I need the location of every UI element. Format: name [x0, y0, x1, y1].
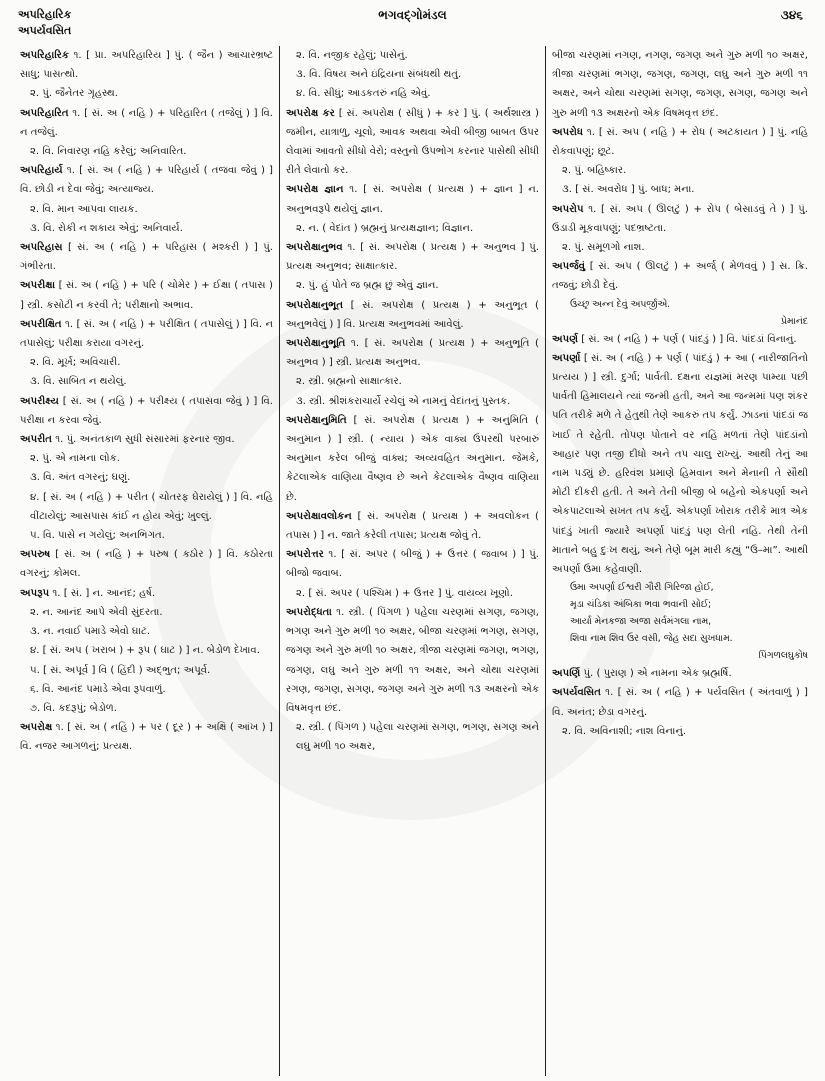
- headword: અપરોક્ષાનુભવ: [286, 242, 343, 254]
- headword: અપરુષ: [20, 549, 51, 561]
- column-3: [546, 46, 814, 1076]
- dictionary-entry: [20, 276, 273, 314]
- definition: [ સં. અ ( નહિ ) + પર્ણ ( પાંદડું ) ] વિ. પાંદડાં વિનાનું.: [578, 333, 797, 345]
- headword: અપરોદ્ધતા: [286, 606, 332, 618]
- dictionary-entry: [20, 718, 273, 756]
- headword: અપરિહાર્ય: [20, 165, 63, 177]
- definition: [ સં. અ ( નહિ ) + પર્ણ ( પાંદડું ) + આ ( નારીજાતિનો પ્રત્યય ) ] સ્ત્રી. દુર્ગા; પાર્વતી. દક્ષના યજ્ઞમાં મરણ પામ્યા પછી પાર્વતી હિમાલયને ત્યાં જન્મી હતી, અને આ જન્મમાં પણ શંકર પતિ તરીકે મળે તે હેતુથી તેણે આકરું તપ કર્યું. ઝાડનાં પાંદડાં જ ખાઈ તે રહેતી. તોપણ પોતાને વર નહિ મળતાં તેણે પાંદડાંનો આહાર પણ તજી દીધો અને તપ ચાલુ રાખ્યું. આથી તેનું આ નામ પડ્યું છે. હરિવંશ પ્રમાણે હિમવાન અને મેનાની તે સૌથી મોટી દીકરી હતી. તે અને તેની બીજી બે બહેનો એકપર્ણા અને એકપાટલાએ સખત તપ કર્યું. એકપર્ણા ખોરાક તરીકે માત્ર એક પાંદડું ખાતી જ્યારે અપર્ણા પાંદડું પણ લેતી નહિ. તેથી તેની માતાને બહુ દુઃખ થયું, અને તેણે બૂમ મારી કહ્યું “ઉ–મા”. આથી અપર્ણા ઉમા કહેવાણી.: [552, 352, 808, 576]
- headword: અપરોત્તર: [286, 549, 324, 561]
- dictionary-entry: [286, 507, 539, 545]
- dictionary-entry: [20, 161, 273, 199]
- headword: અપરૂપ: [20, 587, 50, 599]
- sense-definition: ૨. સ્ત્રી. બ્રહ્મનો સાક્ષાત્કાર.: [296, 376, 402, 388]
- sense-definition: ૨. વિ. મૂર્ખ; અવિચારી.: [30, 357, 121, 369]
- dictionary-entry: [286, 238, 539, 276]
- definition: [ સં. અપરોક્ષ ( પ્રત્યક્ષ ) + અવલોકન ( તપાસ ) ] ન. જાતે કરેલી તપાસ; પ્રત્યક્ષ જોવું તે.: [286, 510, 539, 542]
- definition: પું. ( પુરાણ ) એ નામના એક બ્રહ્મર્ષિ.: [580, 668, 732, 680]
- dictionary-entry: [552, 683, 808, 721]
- dictionary-entry: [20, 430, 273, 449]
- sense-definition: ૩. વિ. વિષય અને ઇંદ્રિયના સંબંધથી થતું.: [296, 69, 462, 81]
- sense-definition: ૨. સ્ત્રી. ( પિંગળ ) પહેલા ચરણમાં સગણ, ભગણ, સગણ અને લઘુ મળી ૧૦ અક્ષર,: [296, 722, 539, 753]
- headword: અપર્જવું: [552, 261, 586, 273]
- sense-definition: ૨. પું. બહિષ્કાર.: [562, 165, 627, 177]
- dictionary-entry: [20, 104, 273, 142]
- running-title: ભગવદ્ગોમંડલ: [378, 8, 447, 22]
- headword: અપરોક્ષ કર: [286, 107, 335, 119]
- headword: અપરિહારિક: [20, 50, 69, 61]
- sense-definition: ૨. પું. હું પોતે જ બ્રહ્મ છું એવું જ્ઞાન.: [296, 280, 439, 292]
- headword: અપરીત: [20, 434, 52, 446]
- headword: અપરીક્ષ્ય: [20, 395, 59, 407]
- headword: અપરોક્ષાનુભૂત: [286, 299, 344, 311]
- quotation-line: ઉમા અપર્ણા ઈશ્વરી ગૌરી ગિરિજા હોઈ,: [570, 582, 714, 594]
- dictionary-entry: [552, 664, 808, 683]
- dictionary-entry: [286, 334, 539, 372]
- page-header: [0, 0, 825, 48]
- headword: અપરીક્ષિત: [20, 318, 62, 330]
- quotation-source: પિંગળલઘુકોષ: [758, 650, 808, 662]
- definition: [ સં. અ ( નહિ ) + પરુષ ( કઠોર ) ] વિ. કઠોરતા વગરનું; કોમલ.: [20, 549, 273, 580]
- definition: ૧. [ સં. અ ( નહિ ) + પર્યવસિત ( અંતવાળું ) ] વિ. અનંત; છેડા વગરનું.: [552, 687, 808, 718]
- sense-definition: ૪. [ સં. અપ ( ખરાબ ) + રૂપ ( ઘાટ ) ] ન. બેડોળ દેખાવ.: [30, 645, 260, 657]
- sense-definition: ૫. વિ. પાસે ન ગયેલું; અનભિગત.: [30, 530, 165, 542]
- definition: [ સં. અ ( નહિ ) + પરિ ( ચોમેર ) + ઈક્ષા ( તપાસ ) ] સ્ત્રી. કસોટી ન કરવી તે; પરીક્ષાનો અભાવ.: [20, 280, 273, 311]
- sense-definition: ૩. [ સં. અવરોધ ] પું. બાધ; મના.: [562, 184, 695, 196]
- headword: અપરોક્ષાનુમિતિ: [286, 414, 347, 426]
- quotation-line: મૃડા ચંડિકા અંબિકા ભવા ભવાની સોઈ;: [570, 599, 712, 611]
- sense-definition: ૨. પું. એ નામના લોક.: [30, 453, 120, 465]
- sense-definition: ૨. ન. આનંદ આપે એવી સુંદરતા.: [30, 606, 163, 618]
- sense-definition: ૨. વિ. નિવારણ નહિ કરેલું; અનિવારિત.: [30, 146, 187, 158]
- quotation-source: પ્રેમાનંદ: [781, 315, 808, 327]
- headword: અપરીક્ષા: [20, 280, 56, 292]
- sense-definition: ૪. [ સં. અ ( નહિ ) + પરીત ( ચોતરફ ઘેરાયેલું ) ] વિ. નહિ વીંટાયેલું; આસપાસ કાંઈ ન હોય એવું; ખુલ્લું.: [30, 491, 273, 522]
- definition: ૧. [ સં. અપ ( ઊલટું ) + રોપ ( બેસાડવું તે ) ] પું. ઉડાડી મૂકવાપણું; પદભ્રષ્ટતા.: [552, 203, 808, 234]
- headword: અપર્યવસિત: [552, 687, 601, 699]
- dictionary-entry: [286, 411, 539, 507]
- definition: ૧. [ પ્રા. અપરિહારિય ] પું. ( જૈન ) આચારભ્રષ્ટ સાધુ; પાસત્થો.: [20, 50, 273, 81]
- definition: [ સં. અ ( નહિ ) + પરીક્ષ્ય ( તપાસવા જેવું ) ] વિ. પરીક્ષા ન કરવા જેવું.: [20, 395, 273, 426]
- guide-word-first: અપરિહારિક: [18, 8, 72, 21]
- sense-definition: ૨. વિ. માન આપવા લાયક.: [30, 203, 138, 215]
- headword: અપર્ણિ: [552, 668, 581, 680]
- dictionary-entry: [286, 603, 539, 718]
- dictionary-entry: [20, 46, 273, 84]
- dictionary-entry: [286, 180, 539, 218]
- definition: ૧. [ સં. અપરોક્ષ ( પ્રત્યક્ષ ) + અનુભવ ] પું. પ્રત્યક્ષ અનુભવ; સાક્ષાત્કાર.: [286, 242, 539, 273]
- dictionary-entry: [20, 545, 273, 583]
- continued-text: બીજા ચરણમાં નગણ, નગણ, જગણ અને ગુરુ મળી ૧૦ અક્ષર, ત્રીજા ચરણમાં ભગણ, જગણ, જગણ, લઘુ અને ગુરુ મળી ૧૧ અક્ષર, અને ચોથા ચરણમાં સગણ, જગણ, સગણ, જગણ અને ગુરુ મળી ૧૩ અક્ષરનો એક વિષમવૃત્ત છંદ.: [552, 50, 808, 119]
- definition: ૧. [ સં. અ ( નહિ ) + પરિહાર્ય ( તજવા જેવું ) ] વિ. છોડી ન દેવા જેવું; અત્યાજ્ય.: [20, 165, 273, 196]
- dictionary-entry: [286, 104, 539, 181]
- sense-definition: ૩. ન. નવાઈ પમાડે એવો ઘાટ.: [30, 626, 151, 638]
- definition: ૧. સ્ત્રી. ( પિંગળ ) પહેલા ચરણમાં સગણ, જગણ, ભગણ અને ગુરુ મળી ૧૦ અક્ષર, બીજા ચરણમાં ભગણ, સગણ, જગણ અને ગુરુ મળી ૧૦ અક્ષર, ત્રીજા ચરણમાં જગણ, ભગણ, જગણ, લઘુ અને ગુરુ મળી ૧૧ અક્ષર, અને ચોથા ચરણમાં રગણ, જગણ, સગણ, જગણ અને ગુરુ મળી ૧૩ અક્ષરનો એક વિષમવૃત્ત છંદ.: [286, 606, 539, 714]
- sense-definition: ૪. વિ. સીધું; આડકતરું નહિ એવું.: [296, 88, 431, 100]
- dictionary-entry: [552, 349, 808, 579]
- definition: [ સં. અપ ( ઊલટું ) + અર્જ્ ( મેળવવું ) ] સ. ક્રિ. તજવું; છોડી દેવું.: [552, 261, 808, 292]
- sense-definition: ૩. વિ. અંત વગરનું; ઘણું.: [30, 472, 131, 484]
- headword: અપર્ણ: [552, 333, 579, 345]
- sense-definition: ૨. ન. ( વેદાંત ) બ્રહ્મનું પ્રત્યક્ષજ્ઞાન; વિજ્ઞાન.: [296, 222, 474, 234]
- headword: અપરોક્ષ જ્ઞાન: [286, 184, 344, 196]
- headword: અપરોધ: [552, 126, 583, 138]
- headword: અપરોક્ષ: [20, 722, 53, 734]
- dictionary-entry: [20, 392, 273, 430]
- sense-definition: ૭. વિ. કદરૂપું; બેડોળ.: [30, 702, 117, 714]
- dictionary-entry: [552, 200, 808, 238]
- definition: ૧. [ સં. અ ( નહિ ) + પર ( દૂર ) + અક્ષિ ( આંખ ) ] વિ. નજર આગળનું; પ્રત્યક્ષ.: [20, 722, 273, 753]
- dictionary-entry: [552, 123, 808, 161]
- headword: અપરિહાસ: [20, 242, 63, 254]
- sense-definition: ૬. વિ. આનંદ પમાડે એવા રૂપવાળું.: [30, 683, 166, 695]
- dictionary-entry: [286, 296, 539, 334]
- definition: [ સં. અ ( નહિ ) + પરિહાસ ( મશ્કરી ) ] પું. ગંભીરતા.: [20, 242, 273, 273]
- sense-definition: ૩. વિ. સાબિત ન થયેલું.: [30, 376, 127, 388]
- quotation-line: ઉચ્છૃ અન્ન દેવું અપર્જીએ.: [570, 298, 671, 310]
- quotation-line: શિવા નામ શિવ ઉર વસી, જેહ સદા સુખધામ.: [570, 633, 733, 645]
- definition: [ સં. અપરોક્ષ ( પ્રત્યક્ષ ) + અનુમિતિ ( અનુમાન ) ] સ્ત્રી. ( ન્યાય ) એક વાક્ય ઉપરથી પરબારું અનુમાન કરેલ બીજું વાક્ય; અવ્યવહિત અનુમાન. જેમકે, કેટલાએક વાણિયા વૈષ્ણવ છે અને કેટલાએક વૈષ્ણવ વાણિયા છે.: [286, 414, 539, 503]
- sense-definition: ૩. સ્ત્રી. શ્રીશંકરાચાર્યે રચેલું એ નામનું વેદાંતનું પુસ્તક.: [296, 395, 511, 407]
- page-number: ૩૪૬: [780, 8, 803, 22]
- column-1: [14, 46, 280, 1076]
- quotation-line: આર્યા મેનકજા અજા સર્વમંગલા નામ,: [570, 616, 712, 628]
- dictionary-columns: [14, 46, 814, 1076]
- sense-definition: ૨. પું. જૈનેતર ગૃહસ્થ.: [30, 88, 118, 100]
- headword: અપરોપ: [552, 203, 584, 215]
- headword: અપર્ણા: [552, 352, 581, 364]
- definition: ૧. [ સં. અપરોક્ષ ( પ્રત્યક્ષ ) + અનુભૂતિ ( અનુભવ ) ] સ્ત્રી. પ્રત્યક્ષ અનુભવ.: [286, 338, 539, 369]
- definition: ૧. [ સં. ] ન. આનંદ; હર્ષ.: [49, 587, 156, 599]
- definition: ૧. પું. અનંતકાળ સુધી સંસારમાં ફરનાર જીવ.: [52, 434, 235, 446]
- dictionary-entry: [286, 545, 539, 583]
- definition: ૧. [ સં. અપ ( નહિ ) + રોધ ( અટકાયત ) ] પું. નહિ રોકવાપણું; છૂટ.: [552, 126, 808, 158]
- headword: અપરિહારિત: [20, 107, 69, 119]
- dictionary-entry: [20, 315, 273, 353]
- dictionary-entry: [20, 238, 273, 276]
- sense-definition: ૨. વિ. નજીક રહેલું; પાસેનું.: [296, 50, 408, 61]
- sense-definition: ૫. [ સં. અપૂર્વ ] વિ ( હિંદી ) અદ્ભુત; અપૂર્વ.: [30, 664, 211, 676]
- guide-word-last: અપર્યવસિત: [18, 24, 72, 37]
- headword: અપરોક્ષાનુભૂતિ: [286, 338, 346, 350]
- definition: ૧. [ સં. અપરોક્ષ ( પ્રત્યક્ષ ) + જ્ઞાન ] ન. અનુભવરૂપે થયેલું જ્ઞાન.: [286, 184, 539, 215]
- sense-definition: ૨. પું. સમૂળગો નાશ.: [562, 242, 645, 254]
- sense-definition: ૨. વિ. અવિનાશી; નાશ વિનાનું.: [562, 725, 687, 737]
- sense-definition: ૨. [ સં. અપર ( પશ્ચિમ ) + ઉત્તર ] પું. વાયવ્ય ખૂણો.: [296, 587, 513, 599]
- definition: ૧. [ સં. અ ( નહિ ) + પરીક્ષિત ( તપાસેલું ) ] વિ. ન તપાસેલું; પરીક્ષા કરાયા વગરનું.: [20, 318, 273, 350]
- definition: [ સં. અપરોક્ષ ( પ્રત્યક્ષ ) + અનુભૂત ( અનુભવેલું ) ] વિ. પ્રત્યક્ષ અનુભવમાં આવેલું.: [286, 299, 539, 330]
- definition: [ સં. અપરોક્ષ ( સીધું ) + કર ] પું. ( અર્થશાસ્ત્ર ) જમીન, યાત્રાળુ, ચૂલો, આવક અથવા એવી બીજી બાબત ઉપર લેવામાં આવતો સીધો વેરો; વસ્તુનો ઉપભોગ કરનાર પાસેથી સીધી રીતે લેવાતો કર.: [286, 107, 539, 177]
- dictionary-entry: [552, 257, 808, 295]
- dictionary-entry: [552, 330, 808, 349]
- sense-definition: ૩. વિ. રોકી ન શકાય એવું; અનિવાર્ય.: [30, 222, 183, 234]
- definition: ૧. [ સં. અપર ( બીજું ) + ઉત્તર ( જવાબ ) ] પું. બીજો જવાબ.: [286, 549, 539, 580]
- headword: અપરોક્ષાવલોકન: [286, 510, 352, 522]
- dictionary-entry: [20, 584, 273, 603]
- column-2: [280, 46, 546, 1076]
- definition: ૧. [ સં. અ ( નહિ ) + પરિહારિત ( તજેલું ) ] વિ. ન તજેલું.: [20, 107, 273, 138]
